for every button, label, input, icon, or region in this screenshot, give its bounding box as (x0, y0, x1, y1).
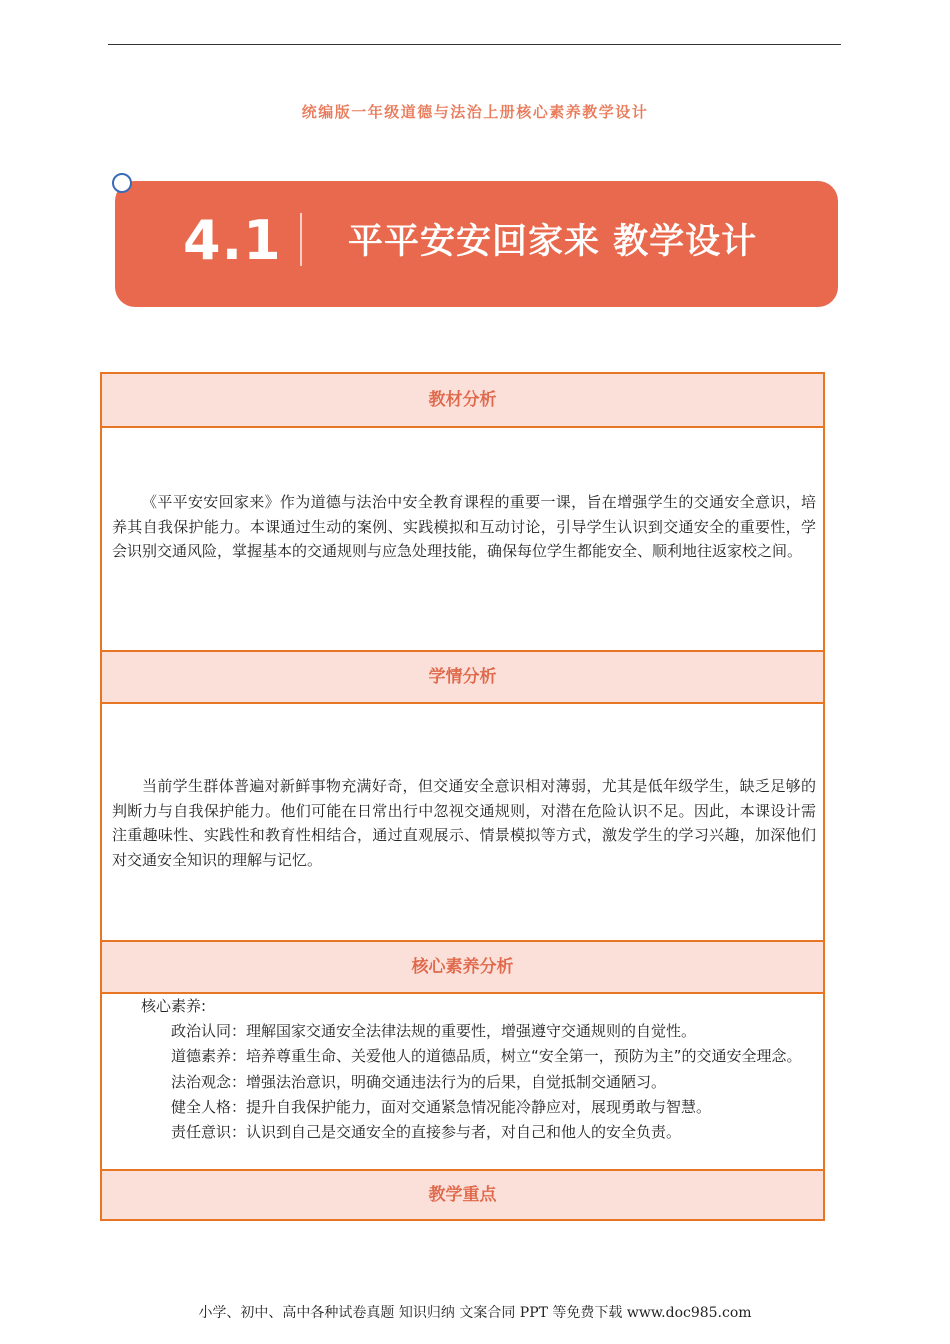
divider (102, 702, 823, 704)
core-literacy-item: 法治观念：增强法治意识，明确交通违法行为的后果，自觉抵制交通陋习。 (171, 1072, 667, 1091)
footer-text: 小学、初中、高中各种试卷真题 知识归纳 文案合同 PPT 等免费下载 www.doc985.com (198, 1305, 752, 1321)
core-literacy-intro: 核心素养: (141, 997, 207, 1015)
banner-separator (300, 213, 302, 266)
core-literacy-item: 政治认同：理解国家交通安全法律法规的重要性，增强遵守交通规则的自觉性。 (171, 1022, 697, 1041)
lesson-number: 4.1 (183, 209, 282, 272)
core-literacy-item: 健全人格：提升自我保护能力，面对交通紧急情况能冷静应对，展现勇敢与智慧。 (171, 1097, 712, 1116)
divider (102, 426, 823, 428)
top-rule (108, 44, 841, 45)
lesson-title: 平平安安回家来 教学设计 (348, 222, 758, 262)
core-literacy-list (141, 994, 821, 1145)
section-heading-students: 学情分析 (102, 652, 823, 702)
section-heading-core: 核心素养分析 (102, 942, 823, 992)
core-literacy-item: 责任意识：认识到自己是交通安全的直接参与者，对自己和他人的安全负责。 (171, 1123, 682, 1142)
section-heading-material: 教材分析 (102, 374, 823, 426)
student-analysis-text: 当前学生群体普遍对新鲜事物充满好奇，但交通安全意识相对薄弱，尤其是低年级学生，缺乏足够的判断力与自我保护能力。他们可能在日常出行中忽视交通规则，对潜在危险认识不足。因此，本课设计需注重趣味性、实践性和教育性相结合，通过直观展示、情景模拟等方式，激发学生的学习兴趣，加深他们对交通安全知识的理解与记忆。 (112, 777, 816, 869)
banner-dot-icon (112, 173, 132, 193)
section-heading-key-points: 教学重点 (102, 1171, 823, 1219)
document-subtitle: 统编版一年级道德与法治上册核心素养教学设计 (301, 103, 649, 121)
core-literacy-item: 道德素养：培养尊重生命、关爱他人的道德品质，树立“安全第一，预防为主”的交通安全理念。 (171, 1047, 802, 1066)
material-analysis-text: 《平平安安回家来》作为道德与法治中安全教育课程的重要一课，旨在增强学生的交通安全意识，培养其自我保护能力。本课通过生动的案例、实践模拟和互动讨论，引导学生认识到交通安全的重要性，学会识别交通风险，掌握基本的交通规则与应急处理技能，确保每位学生都能安全、顺利地往返家校之间。 (112, 493, 816, 560)
